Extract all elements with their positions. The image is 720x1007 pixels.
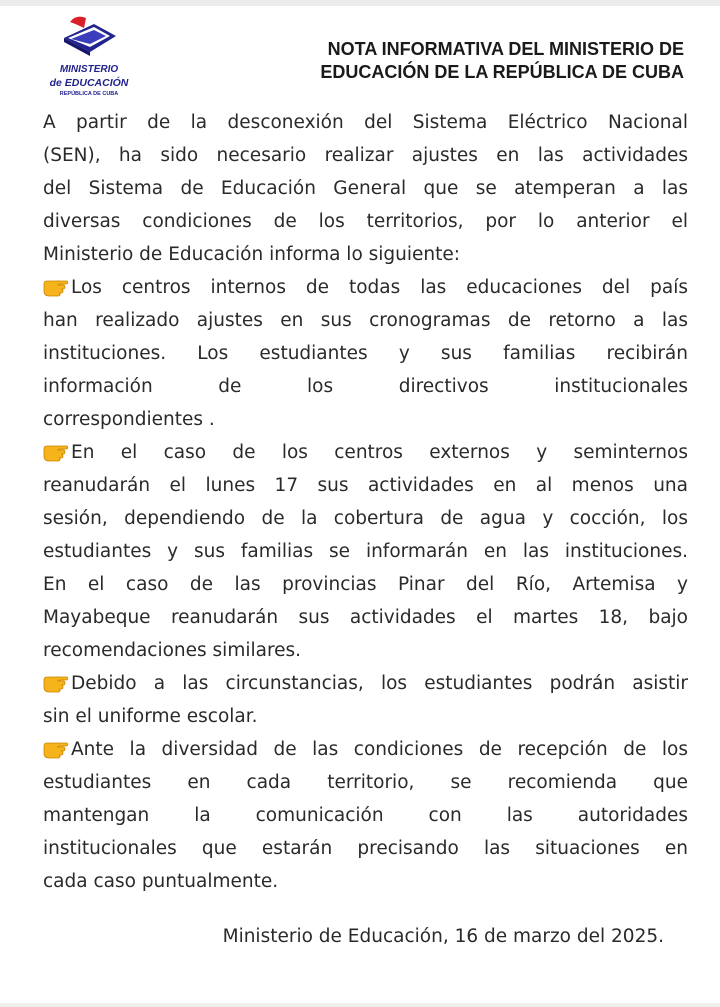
intro-line: diversas condiciones de los territorios, por lo anterior el xyxy=(43,211,688,232)
point-3-first-line xyxy=(43,667,688,700)
point-1-first-line xyxy=(43,271,688,304)
ministry-logo xyxy=(44,12,140,104)
point-2-first-line xyxy=(43,436,688,469)
point-line: correspondientes . xyxy=(43,409,215,430)
point-line: En el caso de las provincias Pinar del Río, Artemisa y xyxy=(43,574,688,595)
point-line: recomendaciones similares. xyxy=(43,640,302,661)
point-line: instituciones. Los estudiantes y sus familias recibirán xyxy=(43,343,688,364)
top-strip xyxy=(0,0,720,6)
point-text: Ante la diversidad de las condiciones de recepción de los xyxy=(71,739,688,760)
point-line: Mayabeque reanudarán sus actividades el martes 18, bajo xyxy=(43,607,688,628)
intro-line: A partir de la desconexión del Sistema Eléctrico Nacional xyxy=(43,112,688,133)
point-line: reanudarán el lunes 17 sus actividades en al menos una xyxy=(43,475,688,496)
signature-line: Ministerio de Educación, 16 de marzo del 2025. xyxy=(222,926,664,947)
logo-text-ministerio: MINISTERIO xyxy=(59,64,119,75)
point-line: institucionales que estarán precisando las situaciones en xyxy=(43,838,688,859)
point-line: han realizado ajustes en sus cronogramas de retorno a las xyxy=(43,310,688,331)
point-text: En el caso de los centros externos y seminternos xyxy=(71,442,688,463)
point-4-first-line xyxy=(43,733,688,766)
point-line: estudiantes y sus familias se informarán en las instituciones. xyxy=(43,541,688,562)
point-line: información de los directivos institucionales xyxy=(43,376,688,397)
document-title xyxy=(284,38,684,84)
title-line-2: EDUCACIÓN DE LA REPÚBLICA DE CUBA xyxy=(320,62,684,82)
logo-text-republica: REPÚBLICA DE CUBA xyxy=(59,91,119,97)
intro-line: Ministerio de Educación informa lo siguiente: xyxy=(43,244,461,265)
logo-text-educacion: de EDUCACIÓN xyxy=(49,77,129,89)
ministry-book-flag-icon xyxy=(60,12,120,62)
point-text: Debido a las circunstancias, los estudiantes podrán asistir xyxy=(71,673,688,694)
bottom-strip xyxy=(0,1003,720,1007)
intro-line: del Sistema de Educación General que se atemperan a las xyxy=(43,178,688,199)
point-line: sin el uniforme escolar. xyxy=(43,706,258,727)
pointing-hand-icon xyxy=(43,275,69,297)
document-body xyxy=(43,106,688,898)
intro-line: (SEN), ha sido necesario realizar ajustes en las actividades xyxy=(43,145,688,166)
title-line-1: NOTA INFORMATIVA DEL MINISTERIO DE xyxy=(327,39,684,59)
point-text: Los centros internos de todas las educaciones del país xyxy=(71,277,688,298)
point-line: sesión, dependiendo de la cobertura de agua y cocción, los xyxy=(43,508,688,529)
point-line: cada caso puntualmente. xyxy=(43,871,279,892)
point-line: estudiantes en cada territorio, se recomienda que xyxy=(43,772,688,793)
pointing-hand-icon xyxy=(43,737,69,759)
point-line: mantengan la comunicación con las autoridades xyxy=(43,805,688,826)
pointing-hand-icon xyxy=(43,671,69,693)
pointing-hand-icon xyxy=(43,440,69,462)
